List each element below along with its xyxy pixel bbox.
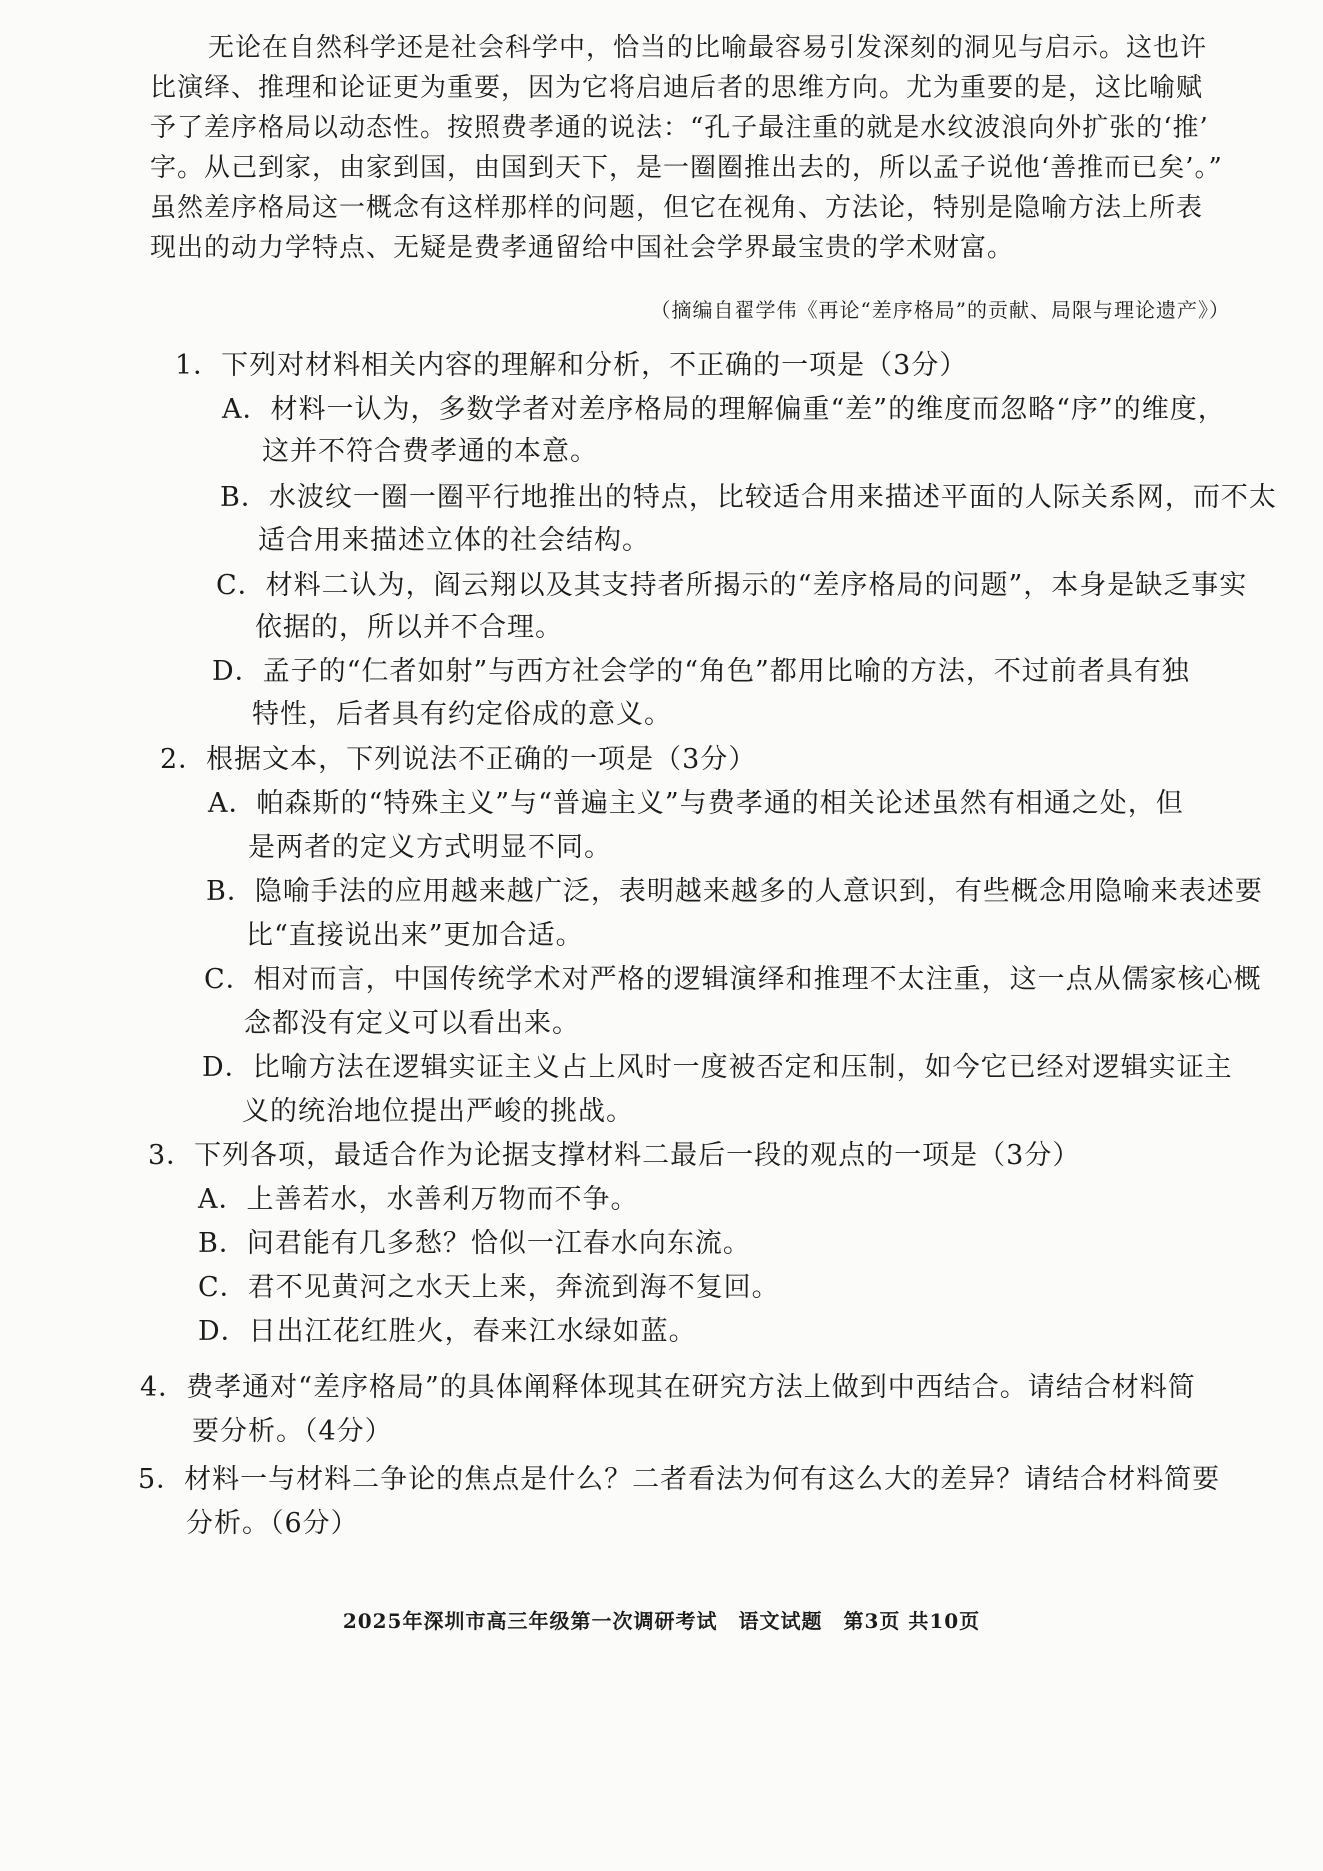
q1-option-a-cont: 这并不符合费孝通的本意。 [262, 436, 598, 467]
question-2-stem: 2．根据文本，下列说法不正确的一项是（3分） [160, 744, 757, 775]
q2-option-c-cont: 念都没有定义可以看出来。 [244, 1008, 580, 1039]
q3-option-b: B．问君能有几多愁？恰似一江春水向东流。 [198, 1228, 751, 1259]
question-3-stem: 3．下列各项，最适合作为论据支撑材料二最后一段的观点的一项是（3分） [148, 1140, 1081, 1171]
passage-line: 虽然差序格局这一概念有这样那样的问题，但它在视角、方法论，特别是隐喻方法上所表 [150, 193, 1204, 223]
q2-option-c: C．相对而言，中国传统学术对严格的逻辑演绎和推理不太注重，这一点从儒家核心概 [204, 964, 1262, 995]
passage-line: 字。从己到家，由家到国，由国到天下，是一圈圈推出去的，所以孟子说他‘善推而已矣’。” [150, 153, 1223, 183]
question-4-stem: 4．费孝通对“差序格局”的具体阐释体现其在研究方法上做到中西结合。请结合材料简 [140, 1372, 1196, 1403]
q1-option-c: C．材料二认为，阎云翔以及其支持者所揭示的“差序格局的问题”，本身是缺乏事实 [216, 570, 1248, 601]
q2-option-b-cont: 比“直接说出来”更加合适。 [246, 920, 584, 951]
question-5-cont: 分析。（6分） [186, 1508, 359, 1539]
q3-option-d: D．日出江花红胜火，春来江水绿如蓝。 [198, 1316, 697, 1347]
q2-option-b: B．隐喻手法的应用越来越广泛，表明越来越多的人意识到，有些概念用隐喻来表述要 [206, 876, 1263, 907]
q1-option-b: B．水波纹一圈一圈平行地推出的特点，比较适合用来描述平面的人际关系网，而不太 [220, 482, 1277, 513]
q1-option-a: A．材料一认为，多数学者对差序格局的理解偏重“差”的维度而忽略“序”的维度， [222, 394, 1226, 425]
passage-line: 比演绎、推理和论证更为重要，因为它将启迪后者的思维方向。尤为重要的是，这比喻赋 [150, 73, 1204, 103]
passage-source: （摘编自翟学伟《再论“差序格局”的贡献、局限与理论遗产》） [650, 298, 1230, 322]
q2-option-d-cont: 义的统治地位提出严峻的挑战。 [242, 1096, 634, 1127]
question-5-stem: 5．材料一与材料二争论的焦点是什么？二者看法为何有这么大的差异？请结合材料简要 [138, 1464, 1221, 1495]
q1-option-d: D．孟子的“仁者如射”与西方社会学的“角色”都用比喻的方法，不过前者具有独 [212, 656, 1190, 687]
passage-line: 现出的动力学特点、无疑是费孝通留给中国社会学界最宝贵的学术财富。 [150, 233, 1015, 263]
page-footer: 2025年深圳市高三年级第一次调研考试 语文试题 第3页 共10页 [342, 1609, 981, 1633]
q2-option-a-cont: 是两者的定义方式明显不同。 [248, 832, 612, 863]
q2-option-d: D．比喻方法在逻辑实证主义占上风时一度被否定和压制，如今它已经对逻辑实证主 [202, 1052, 1233, 1083]
q2-option-a: A．帕森斯的“特殊主义”与“普遍主义”与费孝通的相关论述虽然有相通之处，但 [208, 788, 1184, 819]
passage [150, 28, 1240, 322]
question-1-stem: 1．下列对材料相关内容的理解和分析，不正确的一项是（3分） [175, 350, 968, 381]
question-4-cont: 要分析。（4分） [192, 1416, 393, 1447]
q1-option-d-cont: 特性，后者具有约定俗成的意义。 [252, 699, 672, 730]
q3-option-a: A．上善若水，水善利万物而不争。 [198, 1184, 639, 1215]
passage-line: 予了差序格局以动态性。按照费孝通的说法：“孔子最注重的就是水纹波浪向外扩张的‘推’ [150, 113, 1209, 143]
q1-option-c-cont: 依据的，所以并不合理。 [255, 612, 563, 643]
passage-line: 无论在自然科学还是社会科学中，恰当的比喻最容易引发深刻的洞见与启示。这也许 [208, 33, 1208, 63]
q1-option-b-cont: 适合用来描述立体的社会结构。 [258, 525, 650, 556]
q3-option-c: C．君不见黄河之水天上来，奔流到海不复回。 [198, 1272, 780, 1303]
